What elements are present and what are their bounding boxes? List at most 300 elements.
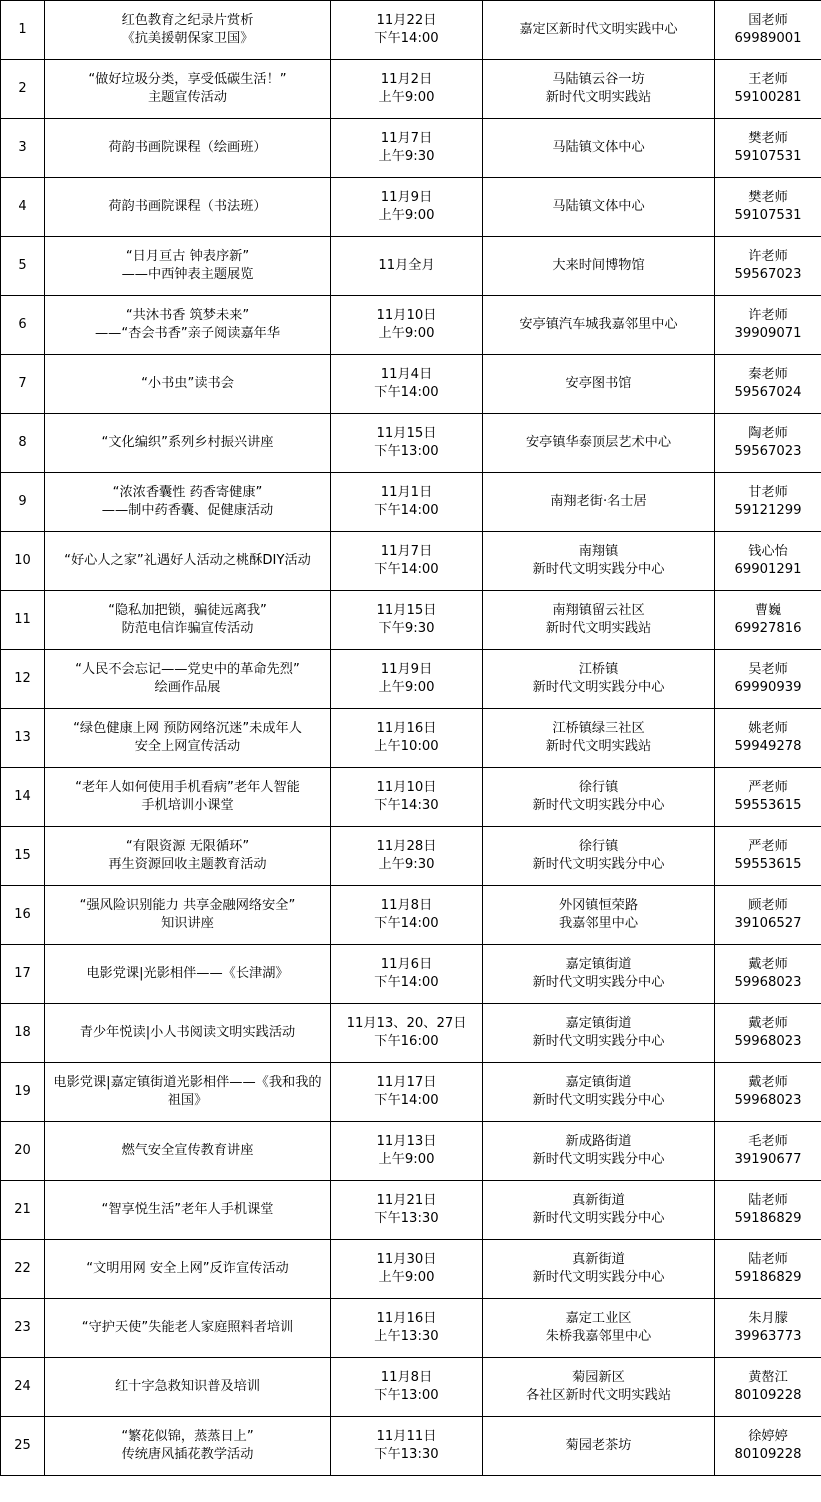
event-time-cell (331, 1417, 483, 1476)
event-location-cell (483, 1240, 715, 1299)
event-contact-cell (715, 119, 821, 178)
event-location-line: 新时代文明实践分中心 (532, 857, 665, 872)
event-contact-cell (715, 709, 821, 768)
event-title-cell (45, 768, 331, 827)
event-contact-cell (715, 1004, 821, 1063)
event-contact-line: 黄嶅江 (748, 1370, 788, 1385)
event-location-line: 新时代文明实践分中心 (532, 1093, 665, 1108)
event-location-cell (483, 768, 715, 827)
event-contact-line: 39909071 (734, 326, 802, 341)
event-contact-line: 顾老师 (748, 898, 788, 913)
event-time-cell (331, 1181, 483, 1240)
row-number-cell: 13 (1, 709, 45, 768)
table-row (1, 178, 821, 237)
event-contact-cell (715, 296, 821, 355)
event-time-line: 下午14:00 (374, 562, 439, 577)
event-time-cell (331, 768, 483, 827)
event-time-line: 11月22日 (376, 13, 437, 28)
event-location-cell (483, 1, 715, 60)
table-row (1, 1240, 821, 1299)
event-contact-line: 59186829 (734, 1270, 802, 1285)
row-number-cell: 25 (1, 1417, 45, 1476)
event-contact-line: 陶老师 (748, 426, 788, 441)
event-title-line: 青少年悦读|小人书阅读文明实践活动 (79, 1025, 296, 1040)
row-number-cell: 3 (1, 119, 45, 178)
event-time-line: 11月21日 (376, 1193, 437, 1208)
event-time-line: 11月11日 (376, 1429, 437, 1444)
table-row (1, 1063, 821, 1122)
event-location-line: 嘉定镇街道 (565, 957, 632, 972)
event-location-line: 新时代文明实践分中心 (532, 798, 665, 813)
event-location-line: 南翔镇留云社区 (552, 603, 645, 618)
event-time-line: 下午14:00 (374, 1093, 439, 1108)
event-contact-line: 39190677 (734, 1152, 802, 1167)
event-contact-line: 59968023 (734, 975, 802, 990)
event-title-cell (45, 414, 331, 473)
event-location-line: 嘉定区新时代文明实践中心 (519, 22, 678, 37)
event-contact-line: 徐婷婷 (748, 1429, 788, 1444)
table-row (1, 827, 821, 886)
event-time-line: 上午13:30 (374, 1329, 439, 1344)
event-contact-line: 陆老师 (748, 1252, 788, 1267)
event-contact-line: 毛老师 (748, 1134, 788, 1149)
event-title-line: “日月亘古 钟表序新” (125, 249, 250, 264)
event-location-cell (483, 119, 715, 178)
event-location-line: 嘉定镇街道 (565, 1075, 632, 1090)
event-title-cell (45, 1004, 331, 1063)
event-time-line: 11月13日 (376, 1134, 437, 1149)
event-contact-line: 樊老师 (748, 131, 788, 146)
event-contact-cell (715, 1122, 821, 1181)
row-number-cell: 10 (1, 532, 45, 591)
event-contact-cell (715, 1417, 821, 1476)
event-title-line: 燃气安全宣传教育讲座 (121, 1143, 254, 1158)
event-location-cell (483, 473, 715, 532)
table-row (1, 650, 821, 709)
event-location-cell (483, 178, 715, 237)
event-contact-cell (715, 1358, 821, 1417)
table-row (1, 945, 821, 1004)
event-title-line: “强风险识别能力 共享金融网络安全” (79, 898, 296, 913)
event-title-cell (45, 1240, 331, 1299)
event-time-line: 11月8日 (380, 1370, 433, 1385)
event-time-line: 11月全月 (378, 258, 435, 273)
event-contact-cell (715, 178, 821, 237)
event-time-cell (331, 1299, 483, 1358)
event-location-line: 新成路街道 (565, 1134, 632, 1149)
event-contact-cell (715, 1240, 821, 1299)
event-contact-line: 59107531 (734, 208, 802, 223)
event-title-line: “好心人之家”礼遇好人活动之桃酥DIY活动 (64, 553, 311, 568)
event-title-cell (45, 827, 331, 886)
event-location-cell (483, 296, 715, 355)
event-title-line: “共沐书香 筑梦未来” (125, 308, 250, 323)
event-location-line: 江桥镇 (578, 662, 619, 677)
event-title-line: 传统唐风插花教学活动 (121, 1447, 254, 1462)
event-location-line: 徐行镇 (578, 780, 619, 795)
event-time-cell (331, 119, 483, 178)
row-number-cell: 17 (1, 945, 45, 1004)
event-contact-cell (715, 60, 821, 119)
event-location-line: 嘉定工业区 (565, 1311, 632, 1326)
event-title-cell (45, 650, 331, 709)
event-location-cell (483, 650, 715, 709)
table-row (1, 591, 821, 650)
event-contact-cell (715, 1181, 821, 1240)
event-location-line: 朱桥我嘉邻里中心 (545, 1329, 652, 1344)
event-time-line: 11月8日 (380, 898, 433, 913)
event-contact-line: 王老师 (748, 72, 788, 87)
event-time-line: 下午13:30 (374, 1447, 439, 1462)
event-location-line: 新时代文明实践分中心 (532, 1034, 665, 1049)
event-time-line: 11月16日 (376, 1311, 437, 1326)
event-time-cell (331, 178, 483, 237)
event-contact-line: 戴老师 (748, 1016, 788, 1031)
event-contact-cell (715, 414, 821, 473)
event-contact-line: 39106527 (734, 916, 802, 931)
event-title-cell (45, 1122, 331, 1181)
event-contact-line: 严老师 (748, 839, 788, 854)
event-time-line: 上午9:00 (378, 1152, 435, 1167)
event-time-cell (331, 1, 483, 60)
event-title-cell (45, 119, 331, 178)
event-title-line: 主题宣传活动 (147, 90, 228, 105)
event-time-line: 下午14:00 (374, 385, 439, 400)
event-contact-line: 甘老师 (748, 485, 788, 500)
row-number-cell: 15 (1, 827, 45, 886)
row-number-cell: 11 (1, 591, 45, 650)
event-location-line: 新时代文明实践分中心 (532, 1270, 665, 1285)
event-time-line: 11月17日 (376, 1075, 437, 1090)
event-contact-cell (715, 650, 821, 709)
event-time-cell (331, 237, 483, 296)
table-row (1, 1004, 821, 1063)
event-title-line: 安全上网宣传活动 (134, 739, 241, 754)
event-contact-line: 钱心怡 (748, 544, 788, 559)
event-location-line: 新时代文明实践站 (545, 90, 652, 105)
event-title-line: “小书虫”读书会 (141, 376, 234, 391)
table-row (1, 1358, 821, 1417)
event-time-cell (331, 886, 483, 945)
event-time-cell (331, 60, 483, 119)
event-contact-line: 59968023 (734, 1093, 802, 1108)
event-title-line: “浓浓香囊性 药香寄健康” (112, 485, 263, 500)
event-time-line: 11月10日 (376, 308, 437, 323)
event-time-cell (331, 355, 483, 414)
event-contact-cell (715, 886, 821, 945)
event-location-cell (483, 1299, 715, 1358)
event-time-line: 11月13、20、27日 (346, 1016, 467, 1031)
event-location-line: 安亭镇华泰顶层艺术中心 (525, 435, 672, 450)
event-title-line: 《抗美援朝保家卫国》 (121, 31, 254, 46)
event-contact-line: 朱月朦 (748, 1311, 788, 1326)
event-location-line: 菊园新区 (572, 1370, 625, 1385)
table-row (1, 296, 821, 355)
event-title-line: 防范电信诈骗宣传活动 (121, 621, 254, 636)
event-location-cell (483, 414, 715, 473)
event-location-line: 嘉定镇街道 (565, 1016, 632, 1031)
event-location-line: 新时代文明实践分中心 (532, 975, 665, 990)
event-location-cell (483, 591, 715, 650)
event-title-line: “隐私加把锁，骗徒远离我” (108, 603, 267, 618)
event-contact-cell (715, 945, 821, 1004)
event-contact-line: 戴老师 (748, 1075, 788, 1090)
event-contact-cell (715, 355, 821, 414)
event-location-line: 马陆镇文体中心 (552, 199, 645, 214)
row-number-cell: 2 (1, 60, 45, 119)
event-title-line: 荷韵书画院课程（绘画班） (108, 140, 267, 155)
event-title-cell (45, 591, 331, 650)
event-contact-line: 59553615 (734, 798, 802, 813)
event-contact-line: 许老师 (748, 249, 788, 264)
event-location-line: 各社区新时代文明实践站 (525, 1388, 672, 1403)
row-number-cell: 24 (1, 1358, 45, 1417)
event-title-cell (45, 1181, 331, 1240)
event-contact-cell (715, 1299, 821, 1358)
event-contact-line: 80109228 (734, 1388, 802, 1403)
event-title-cell (45, 60, 331, 119)
event-time-cell (331, 296, 483, 355)
event-location-line: 外冈镇恒荣路 (558, 898, 639, 913)
row-number-cell: 5 (1, 237, 45, 296)
event-contact-line: 许老师 (748, 308, 788, 323)
event-time-line: 下午13:30 (374, 1211, 439, 1226)
event-contact-line: 陆老师 (748, 1193, 788, 1208)
event-time-line: 下午9:30 (378, 621, 435, 636)
event-time-line: 上午9:00 (378, 90, 435, 105)
event-location-cell (483, 1358, 715, 1417)
table-row (1, 355, 821, 414)
event-contact-line: 69989001 (734, 31, 802, 46)
event-time-cell (331, 945, 483, 1004)
event-location-cell (483, 1417, 715, 1476)
event-title-line: ——“杏会书香”亲子阅读嘉年华 (94, 326, 281, 341)
event-title-line: “文明用网 安全上网”反诈宣传活动 (86, 1261, 289, 1276)
event-title-cell (45, 355, 331, 414)
event-title-line: “智享悦生活”老年人手机课堂 (101, 1202, 274, 1217)
event-time-line: 11月7日 (380, 544, 433, 559)
row-number-cell: 18 (1, 1004, 45, 1063)
event-location-line: 新时代文明实践站 (545, 621, 652, 636)
table-row (1, 60, 821, 119)
event-title-line: “做好垃圾分类，享受低碳生活！” (88, 72, 287, 87)
event-title-cell (45, 1299, 331, 1358)
table-row (1, 709, 821, 768)
event-time-line: 上午9:00 (378, 1270, 435, 1285)
event-time-line: 下午14:00 (374, 503, 439, 518)
event-location-cell (483, 886, 715, 945)
row-number-cell: 4 (1, 178, 45, 237)
event-time-cell (331, 414, 483, 473)
row-number-cell: 22 (1, 1240, 45, 1299)
event-time-line: 下午14:30 (374, 798, 439, 813)
event-time-line: 下午14:00 (374, 975, 439, 990)
event-title-line: “繁花似锦，蒸蒸日上” (121, 1429, 254, 1444)
event-title-line: “绿色健康上网 预防网络沉迷”未成年人 (73, 721, 302, 736)
event-time-line: 11月6日 (380, 957, 433, 972)
event-title-line: 红色教育之纪录片赏析 (121, 13, 254, 28)
event-time-line: 11月15日 (376, 426, 437, 441)
event-location-line: 新时代文明实践分中心 (532, 1211, 665, 1226)
event-contact-line: 国老师 (748, 13, 788, 28)
event-time-cell (331, 827, 483, 886)
event-title-line: 手机培训小课堂 (141, 798, 234, 813)
event-contact-line: 59121299 (734, 503, 802, 518)
event-location-line: 真新街道 (572, 1193, 625, 1208)
event-time-line: 11月10日 (376, 780, 437, 795)
event-contact-cell (715, 473, 821, 532)
event-location-cell (483, 237, 715, 296)
event-time-line: 11月2日 (380, 72, 433, 87)
event-location-line: 真新街道 (572, 1252, 625, 1267)
event-location-line: 菊园老茶坊 (565, 1438, 632, 1453)
event-time-line: 上午9:30 (378, 149, 435, 164)
event-title-cell (45, 178, 331, 237)
event-title-line: 红十字急救知识普及培训 (114, 1379, 261, 1394)
event-time-line: 下午13:00 (374, 444, 439, 459)
event-time-cell (331, 1004, 483, 1063)
row-number-cell: 19 (1, 1063, 45, 1122)
event-title-cell (45, 886, 331, 945)
event-location-line: 大来时间博物馆 (552, 258, 645, 273)
event-contact-line: 59567024 (734, 385, 802, 400)
table-row (1, 414, 821, 473)
event-title-line: 荷韵书画院课程（书法班） (108, 199, 267, 214)
event-location-cell (483, 355, 715, 414)
event-contact-cell (715, 532, 821, 591)
event-time-cell (331, 1240, 483, 1299)
events-table-body (1, 1, 821, 1476)
event-time-cell (331, 709, 483, 768)
event-contact-cell (715, 827, 821, 886)
row-number-cell: 6 (1, 296, 45, 355)
event-contact-line: 樊老师 (748, 190, 788, 205)
event-location-line: 新时代文明实践分中心 (532, 680, 665, 695)
event-contact-line: 59100281 (734, 90, 802, 105)
event-contact-line: 80109228 (734, 1447, 802, 1462)
event-location-line: 安亭镇汽车城我嘉邻里中心 (519, 317, 678, 332)
event-location-cell (483, 945, 715, 1004)
table-row (1, 473, 821, 532)
event-title-cell (45, 1, 331, 60)
event-time-line: 上午9:00 (378, 326, 435, 341)
event-time-line: 11月15日 (376, 603, 437, 618)
event-time-line: 11月4日 (380, 367, 433, 382)
event-title-line: “有限资源 无限循环” (125, 839, 250, 854)
row-number-cell: 16 (1, 886, 45, 945)
event-time-line: 下午13:00 (374, 1388, 439, 1403)
event-contact-line: 吴老师 (748, 662, 788, 677)
table-row (1, 1417, 821, 1476)
event-location-line: 新时代文明实践站 (545, 739, 652, 754)
event-contact-cell (715, 1, 821, 60)
event-contact-line: 69901291 (734, 562, 802, 577)
event-title-cell (45, 1417, 331, 1476)
event-contact-line: 59949278 (734, 739, 802, 754)
event-time-line: 11月16日 (376, 721, 437, 736)
event-location-cell (483, 1063, 715, 1122)
event-title-line: “文化编织”系列乡村振兴讲座 (101, 435, 274, 450)
row-number-cell: 7 (1, 355, 45, 414)
table-row (1, 1181, 821, 1240)
event-contact-line: 59567023 (734, 267, 802, 282)
event-title-cell (45, 945, 331, 1004)
event-title-cell (45, 1358, 331, 1417)
event-title-line: ——中西钟表主题展览 (121, 267, 254, 282)
event-time-line: 下午16:00 (374, 1034, 439, 1049)
event-contact-line: 秦老师 (748, 367, 788, 382)
table-row (1, 237, 821, 296)
event-location-cell (483, 532, 715, 591)
event-title-cell (45, 709, 331, 768)
row-number-cell: 21 (1, 1181, 45, 1240)
event-location-line: 新时代文明实践分中心 (532, 1152, 665, 1167)
event-location-line: 南翔老街·名士居 (550, 494, 647, 509)
event-title-line: 绘画作品展 (154, 680, 221, 695)
event-time-cell (331, 591, 483, 650)
event-title-line: “守护天使”失能老人家庭照料者培训 (81, 1320, 294, 1335)
row-number-cell: 14 (1, 768, 45, 827)
event-contact-line: 姚老师 (748, 721, 788, 736)
row-number-cell: 1 (1, 1, 45, 60)
event-title-line: “老年人如何使用手机看病”老年人智能 (75, 780, 300, 795)
event-contact-cell (715, 768, 821, 827)
table-row (1, 1299, 821, 1358)
event-contact-line: 戴老师 (748, 957, 788, 972)
event-location-line: 我嘉邻里中心 (558, 916, 639, 931)
table-row (1, 532, 821, 591)
table-row (1, 886, 821, 945)
event-title-cell (45, 296, 331, 355)
event-location-line: 安亭图书馆 (565, 376, 632, 391)
table-row (1, 119, 821, 178)
event-title-cell (45, 473, 331, 532)
event-contact-line: 严老师 (748, 780, 788, 795)
event-time-line: 11月28日 (376, 839, 437, 854)
event-contact-cell (715, 237, 821, 296)
table-row (1, 1, 821, 60)
event-time-line: 下午14:00 (374, 31, 439, 46)
table-row (1, 1122, 821, 1181)
event-title-cell (45, 1063, 331, 1122)
event-time-line: 上午9:00 (378, 680, 435, 695)
event-title-line: 知识讲座 (161, 916, 214, 931)
event-time-line: 上午10:00 (374, 739, 439, 754)
event-title-line: 再生资源回收主题教育活动 (108, 857, 267, 872)
event-title-line: ——制中药香囊、促健康活动 (101, 503, 274, 518)
event-contact-line: 59186829 (734, 1211, 802, 1226)
event-time-cell (331, 650, 483, 709)
event-time-line: 下午14:00 (374, 916, 439, 931)
event-location-line: 新时代文明实践分中心 (532, 562, 665, 577)
row-number-cell: 9 (1, 473, 45, 532)
event-contact-line: 59553615 (734, 857, 802, 872)
event-time-cell (331, 1358, 483, 1417)
event-time-cell (331, 1122, 483, 1181)
event-contact-cell (715, 591, 821, 650)
event-title-cell (45, 237, 331, 296)
event-time-cell (331, 1063, 483, 1122)
event-time-line: 11月9日 (380, 190, 433, 205)
row-number-cell: 12 (1, 650, 45, 709)
event-time-line: 11月1日 (380, 485, 433, 500)
event-title-line: “人民不会忘记——党史中的革命先烈” (75, 662, 300, 677)
event-location-cell (483, 709, 715, 768)
event-time-line: 上午9:00 (378, 208, 435, 223)
event-title-line: 电影党课|嘉定镇街道光影相伴——《我和我的祖国》 (53, 1075, 322, 1108)
event-time-cell (331, 473, 483, 532)
event-title-line: 电影党课|光影相伴——《长津湖》 (86, 966, 289, 981)
